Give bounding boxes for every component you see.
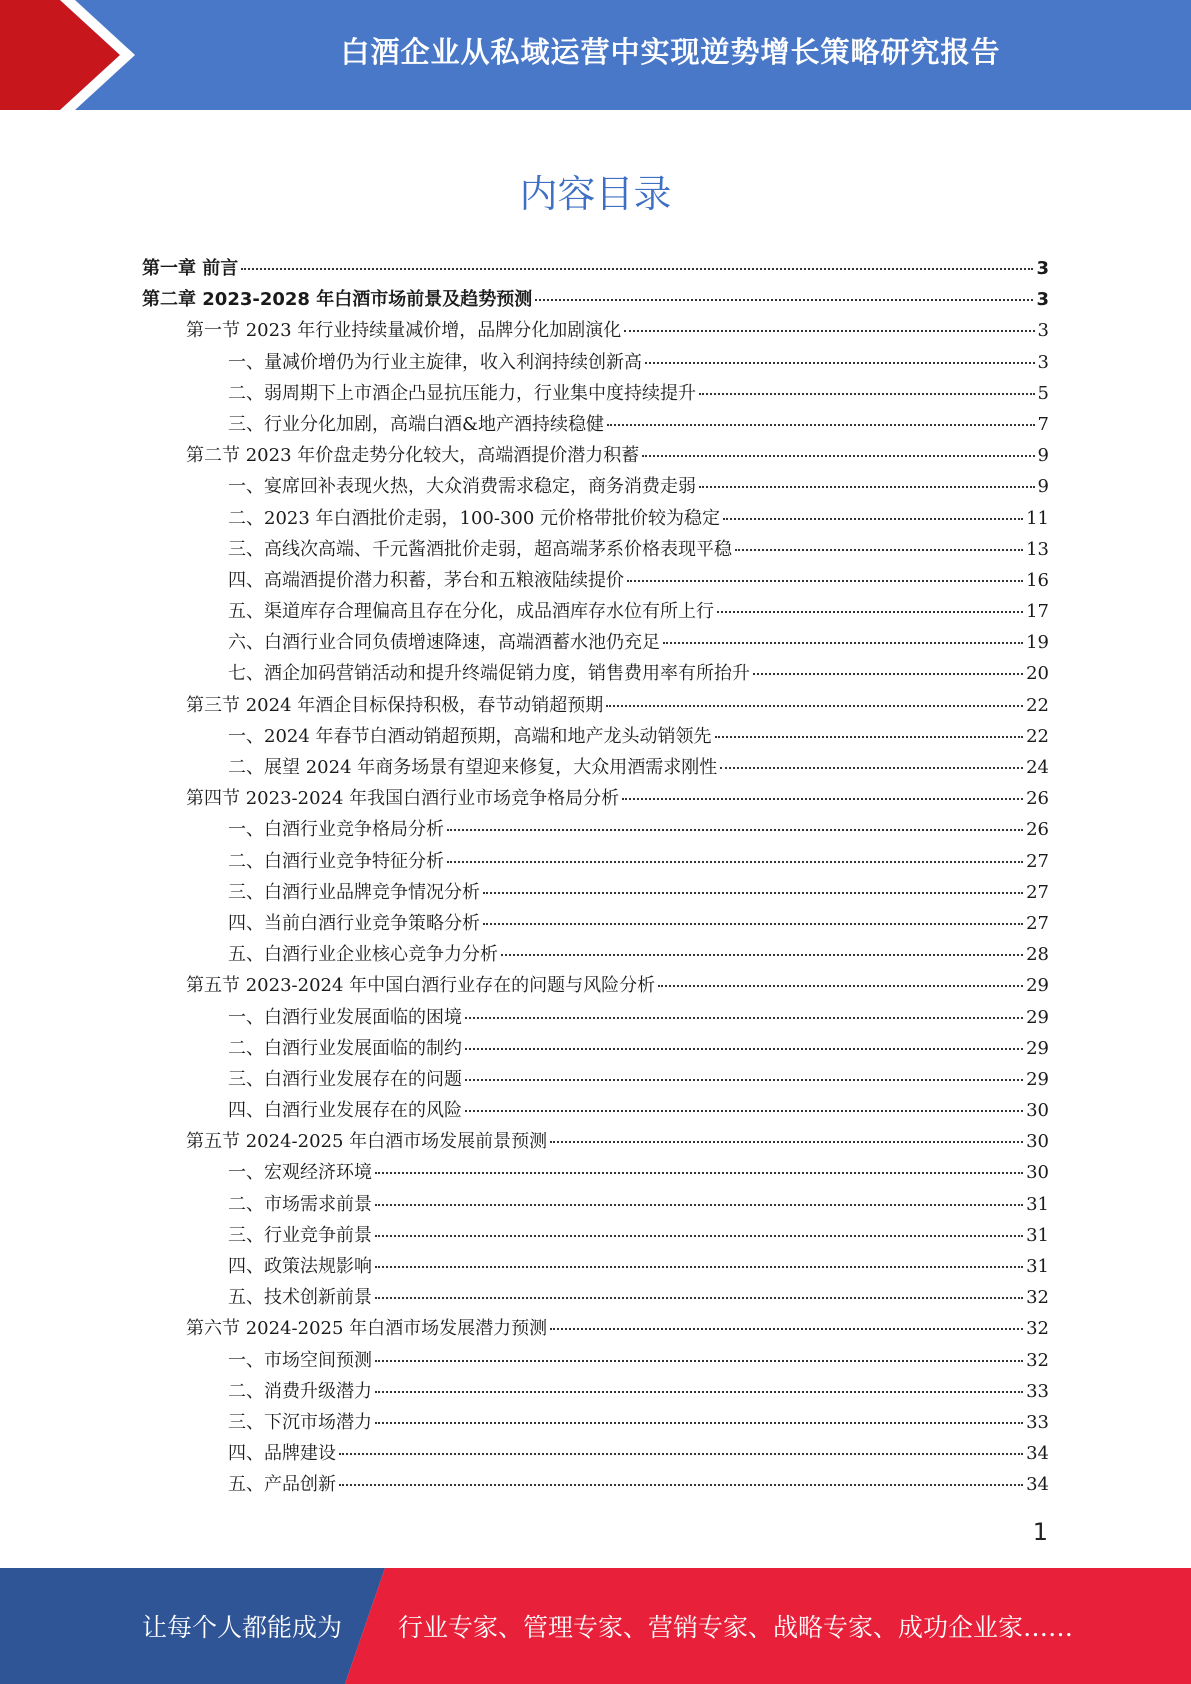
toc-dot-leader [375, 1266, 1023, 1268]
toc-dot-leader [642, 455, 1034, 457]
toc-dot-leader [550, 1328, 1023, 1330]
toc-entry-label: 第五节 2023-2024 年中国白酒行业存在的问题与风险分析 [186, 975, 656, 997]
toc-entry-page: 29 [1026, 1068, 1049, 1090]
toc-entry-page: 31 [1026, 1224, 1049, 1246]
toc-entry[interactable] [140, 1189, 1049, 1220]
toc-entry-label: 三、白酒行业品牌竞争情况分析 [228, 881, 480, 903]
toc-dot-leader [465, 1017, 1023, 1019]
toc-entry-page: 27 [1026, 881, 1049, 903]
toc-dot-leader [465, 1048, 1023, 1050]
toc-dot-leader [465, 1079, 1023, 1081]
toc-entry[interactable] [140, 1282, 1049, 1313]
toc-entry-label: 四、高端酒提价潜力积蓄，茅台和五粮液陆续提价 [228, 569, 624, 591]
toc-entry-label: 一、白酒行业竞争格局分析 [228, 819, 444, 841]
toc-entry-page: 30 [1026, 1131, 1049, 1153]
toc-entry-page: 3 [1037, 351, 1049, 373]
toc-dot-leader [375, 1204, 1023, 1206]
toc-entry-page: 17 [1026, 601, 1049, 623]
toc-dot-leader [375, 1297, 1023, 1299]
toc-dot-leader [375, 1422, 1023, 1424]
toc-dot-leader [535, 299, 1033, 301]
toc-entry-page: 34 [1026, 1443, 1049, 1465]
toc-entry-label: 二、市场需求前景 [228, 1193, 372, 1215]
toc-entry-label: 三、白酒行业发展存在的问题 [228, 1068, 462, 1090]
toc-entry-page: 31 [1026, 1193, 1049, 1215]
toc-entry[interactable] [140, 1407, 1049, 1438]
toc-entry[interactable] [140, 565, 1049, 596]
toc-entry-label: 三、下沉市场潜力 [228, 1411, 372, 1433]
toc-entry-page: 29 [1026, 975, 1049, 997]
toc-entry[interactable] [140, 970, 1049, 1001]
toc-entry[interactable] [140, 783, 1049, 814]
toc-entry-label: 第二节 2023 年价盘走势分化较大，高端酒提价潜力积蓄 [186, 445, 640, 467]
toc-dot-leader [658, 985, 1023, 987]
toc-dot-leader [447, 861, 1023, 863]
toc-entry-page: 9 [1037, 476, 1049, 498]
toc-dot-leader [339, 1453, 1023, 1455]
toc-entry-page: 29 [1026, 1006, 1049, 1028]
toc-dot-leader [606, 705, 1023, 707]
table-of-contents [140, 253, 1049, 1501]
toc-entry-label: 四、当前白酒行业竞争策略分析 [228, 912, 480, 934]
toc-entry-label: 第五节 2024-2025 年白酒市场发展前景预测 [186, 1131, 548, 1153]
footer-banner [0, 1568, 1191, 1684]
toc-entry[interactable] [140, 908, 1049, 939]
toc-entry-label: 六、白酒行业合同负债增速降速，高端酒蓄水池仍充足 [228, 632, 660, 654]
toc-heading: 内容目录 [519, 172, 672, 216]
toc-entry-label: 二、展望 2024 年商务场景有望迎来修复，大众用酒需求刚性 [228, 757, 718, 778]
toc-dot-leader [624, 330, 1034, 332]
toc-dot-leader [735, 549, 1023, 551]
toc-entry[interactable] [140, 1095, 1049, 1126]
toc-dot-leader [375, 1235, 1023, 1237]
toc-dot-leader [465, 1110, 1023, 1112]
toc-dot-leader [720, 767, 1023, 769]
toc-dot-leader [375, 1172, 1023, 1174]
toc-entry[interactable] [140, 877, 1049, 908]
toc-entry[interactable] [140, 658, 1049, 689]
toc-entry-label: 五、产品创新 [228, 1474, 336, 1496]
toc-dot-leader [663, 642, 1023, 644]
report-title: 白酒企业从私域运营中实现逆势增长策略研究报告 [340, 34, 1001, 69]
toc-entry-label: 二、消费升级潜力 [228, 1380, 372, 1402]
toc-entry-page: 22 [1026, 725, 1049, 747]
toc-entry-page: 20 [1026, 663, 1049, 685]
toc-entry-label: 三、行业竞争前景 [228, 1224, 372, 1246]
toc-dot-leader [501, 954, 1023, 956]
toc-entry-page: 28 [1026, 944, 1049, 966]
footer-slogan-left: 让每个人都能成为 [142, 1613, 343, 1642]
toc-dot-leader [627, 580, 1023, 582]
toc-entry-page: 26 [1026, 819, 1049, 841]
toc-entry-label: 一、白酒行业发展面临的困境 [228, 1006, 462, 1028]
toc-dot-leader [241, 268, 1033, 270]
toc-entry-label: 五、技术创新前景 [228, 1287, 372, 1309]
toc-dot-leader [622, 798, 1023, 800]
toc-entry-label: 二、2023 年白酒批价走弱，100-300 元价格带批价较为稳定 [228, 507, 721, 529]
toc-dot-leader [753, 673, 1023, 675]
toc-dot-leader [717, 611, 1023, 613]
toc-entry-page: 19 [1026, 632, 1049, 654]
toc-entry-label: 四、政策法规影响 [228, 1256, 372, 1277]
toc-entry-page: 32 [1026, 1349, 1049, 1371]
toc-entry-label: 四、品牌建设 [228, 1443, 336, 1465]
toc-entry-label: 三、高线次高端、千元酱酒批价走弱，超高端茅系价格表现平稳 [228, 538, 732, 560]
header-chevron-decoration [0, 0, 160, 110]
toc-entry-label: 第四节 2023-2024 年我国白酒行业市场竞争格局分析 [186, 788, 620, 810]
toc-entry[interactable] [140, 690, 1049, 721]
toc-entry[interactable] [140, 1157, 1049, 1188]
toc-entry[interactable] [140, 253, 1049, 284]
toc-entry-page: 3 [1036, 258, 1049, 279]
toc-entry-page: 31 [1026, 1256, 1049, 1277]
toc-entry-label: 四、白酒行业发展存在的风险 [228, 1100, 462, 1122]
toc-entry-page: 32 [1026, 1318, 1049, 1340]
toc-entry-label: 一、宴席回补表现火热，大众消费需求稳定，商务消费走弱 [228, 476, 696, 498]
toc-entry-label: 二、白酒行业发展面临的制约 [228, 1037, 462, 1059]
toc-entry-page: 29 [1026, 1037, 1049, 1059]
toc-entry[interactable] [140, 1251, 1049, 1282]
toc-entry-label: 五、渠道库存合理偏高且存在分化，成品酒库存水位有所上行 [228, 601, 714, 623]
toc-entry[interactable] [140, 596, 1049, 627]
toc-entry-page: 27 [1026, 912, 1049, 934]
toc-entry-page: 34 [1026, 1474, 1049, 1496]
toc-entry-page: 33 [1026, 1380, 1049, 1402]
toc-entry-label: 三、行业分化加剧，高端白酒&地产酒持续稳健 [228, 413, 605, 435]
toc-entry-page: 5 [1037, 382, 1049, 404]
toc-dot-leader [699, 393, 1035, 395]
toc-entry[interactable] [140, 846, 1049, 877]
toc-entry[interactable] [140, 1469, 1049, 1500]
toc-entry-page: 30 [1026, 1162, 1049, 1184]
toc-entry-page: 3 [1036, 289, 1049, 311]
toc-entry[interactable] [140, 534, 1049, 565]
toc-dot-leader [723, 518, 1023, 520]
toc-entry[interactable] [140, 939, 1049, 970]
toc-entry[interactable] [140, 721, 1049, 752]
toc-entry[interactable] [140, 378, 1049, 409]
toc-entry-label: 第三节 2024 年酒企目标保持积极，春节动销超预期 [186, 694, 604, 716]
toc-entry[interactable] [140, 1220, 1049, 1251]
toc-entry-label: 一、2024 年春节白酒动销超预期，高端和地产龙头动销领先 [228, 725, 712, 747]
toc-entry[interactable] [140, 284, 1049, 315]
report-header [0, 0, 1191, 110]
toc-dot-leader [339, 1484, 1023, 1486]
toc-entry-label: 一、宏观经济环境 [228, 1162, 372, 1184]
toc-entry-page: 26 [1026, 788, 1049, 810]
toc-entry[interactable] [140, 409, 1049, 440]
toc-dot-leader [607, 424, 1035, 426]
toc-entry-label: 七、酒企加码营销活动和提升终端促销力度，销售费用率有所抬升 [228, 663, 750, 685]
toc-entry-page: 27 [1026, 850, 1049, 872]
toc-entry-label: 第一章 前言 [142, 258, 239, 279]
toc-entry[interactable] [140, 1002, 1049, 1033]
toc-entry-label: 一、量减价增仍为行业主旋律，收入利润持续创新高 [228, 351, 642, 373]
toc-entry-page: 30 [1026, 1100, 1049, 1122]
toc-entry[interactable] [140, 1376, 1049, 1407]
toc-dot-leader [375, 1391, 1023, 1393]
toc-entry[interactable] [140, 1313, 1049, 1344]
toc-entry[interactable] [140, 627, 1049, 658]
toc-dot-leader [375, 1360, 1023, 1362]
toc-entry[interactable] [140, 752, 1049, 783]
toc-entry-page: 13 [1026, 538, 1049, 560]
toc-entry-page: 32 [1026, 1287, 1049, 1309]
toc-dot-leader [645, 362, 1035, 364]
toc-entry-label: 第一节 2023 年行业持续量减价增，品牌分化加剧演化 [186, 320, 622, 342]
toc-entry-label: 二、白酒行业竞争特征分析 [228, 850, 444, 872]
toc-entry-label: 第二章 2023-2028 年白酒市场前景及趋势预测 [142, 289, 533, 311]
toc-dot-leader [483, 923, 1023, 925]
toc-entry[interactable] [140, 440, 1049, 471]
toc-entry-label: 五、白酒行业企业核心竞争力分析 [228, 944, 498, 966]
toc-entry-label: 第六节 2024-2025 年白酒市场发展潜力预测 [186, 1318, 548, 1340]
toc-entry[interactable] [140, 471, 1049, 502]
toc-entry-page: 33 [1026, 1411, 1049, 1433]
toc-entry-label: 二、弱周期下上市酒企凸显抗压能力，行业集中度持续提升 [228, 382, 696, 404]
toc-entry-page: 11 [1026, 507, 1049, 529]
page-number: 1 [1032, 1518, 1048, 1546]
toc-entry[interactable] [140, 814, 1049, 845]
toc-dot-leader [483, 892, 1023, 894]
toc-entry-page: 7 [1037, 413, 1049, 435]
toc-entry-page: 22 [1026, 694, 1049, 716]
footer-slogan-right: 行业专家、管理专家、营销专家、战略专家、成功企业家…… [398, 1613, 1074, 1642]
toc-entry[interactable] [140, 1438, 1049, 1469]
toc-entry-page: 3 [1037, 320, 1049, 342]
toc-entry[interactable] [140, 1126, 1049, 1157]
toc-dot-leader [715, 736, 1024, 738]
toc-entry[interactable] [140, 503, 1049, 534]
toc-dot-leader [550, 1141, 1023, 1143]
toc-entry-label: 一、市场空间预测 [228, 1349, 372, 1371]
toc-entry[interactable] [140, 315, 1049, 346]
toc-dot-leader [447, 829, 1023, 831]
toc-entry[interactable] [140, 1064, 1049, 1095]
toc-entry-page: 24 [1026, 757, 1049, 778]
toc-entry[interactable] [140, 347, 1049, 378]
toc-entry[interactable] [140, 1345, 1049, 1376]
toc-dot-leader [699, 486, 1035, 488]
toc-entry-page: 16 [1026, 569, 1049, 591]
toc-entry-page: 9 [1037, 445, 1049, 467]
toc-entry[interactable] [140, 1033, 1049, 1064]
